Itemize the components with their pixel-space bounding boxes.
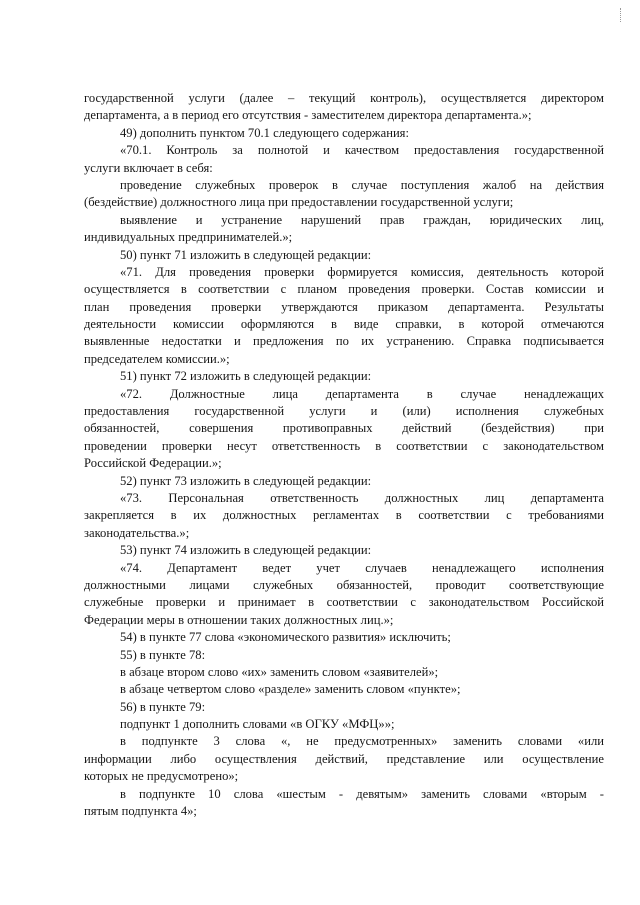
text-line: подпункт 1 дополнить словами «в ОГКУ «МФЦ»»; xyxy=(120,717,395,732)
text-line: председателем комиссии.»; xyxy=(84,351,230,366)
text-line: предоставления государственной услуги и (или) исполнения служебных xyxy=(84,404,604,419)
text-line: «71. Для проведения проверки формируется комиссия, деятельность которой xyxy=(120,264,604,279)
text-line: деятельности комиссии оформляются в виде справки, в которой отмечаются xyxy=(84,317,604,332)
text-line: Федерации меры в отношении таких должностных лиц.»; xyxy=(84,612,394,627)
text-line: 52) пункт 73 изложить в следующей редакции: xyxy=(120,473,372,488)
text-line: должностными лицами служебных обязанностей, проводит соответствующие xyxy=(84,577,604,592)
scan-corner-mark xyxy=(620,8,624,22)
text-line: осуществляется в соответствии с планом проведения проверки. Состав комиссии и xyxy=(84,282,604,297)
text-line: департамента, а в период его отсутствия - заместителем директора департамента.»; xyxy=(84,108,532,123)
text-line: закрепляется в их должностных регламентах в соответствии с требованиями xyxy=(84,508,604,523)
text-line: служебные проверки и принимает в соответствии с законодательством Российской xyxy=(84,595,604,610)
text-line: 50) пункт 71 изложить в следующей редакции: xyxy=(120,247,372,262)
text-line: «73. Персональная ответственность должностных лиц департамента xyxy=(120,490,604,505)
text-line: государственной услуги (далее – текущий контроль), осуществляется директором xyxy=(84,91,604,105)
text-line: проведение служебных проверок в случае поступления жалоб на действия xyxy=(120,177,604,192)
text-line: информации либо осуществления действий, представление или осуществление xyxy=(84,751,604,766)
text-line: «72. Должностные лица департамента в случае ненадлежащих xyxy=(120,386,604,401)
text-line: законодательства.»; xyxy=(84,525,190,540)
text-line: индивидуальных предпринимателей.»; xyxy=(84,230,293,245)
text-line: в подпункте 10 слова «шестым - девятым» заменить словами «вторым - xyxy=(120,786,604,801)
text-line: в абзаце втором слово «их» заменить словом «заявителей»; xyxy=(120,664,439,679)
text-line: 53) пункт 74 изложить в следующей редакции: xyxy=(120,543,372,558)
text-line: (бездействие) должностного лица при предоставлении государственной услуги; xyxy=(84,195,514,210)
document-page xyxy=(84,90,604,820)
text-line: 56) в пункте 79: xyxy=(120,699,206,714)
text-line: в абзаце четвертом слово «разделе» заменить словом «пункте»; xyxy=(120,682,461,697)
text-line: 51) пункт 72 изложить в следующей редакции: xyxy=(120,369,372,384)
text-line: 55) в пункте 78: xyxy=(120,647,206,662)
text-line: обязанностей, совершения противоправных действий (бездействия) при xyxy=(84,421,604,436)
text-line: Российской Федерации.»; xyxy=(84,456,222,471)
text-line: которых не предусмотрено»; xyxy=(84,769,239,784)
text-line: «70.1. Контроль за полнотой и качеством предоставления государственной xyxy=(120,143,604,158)
text-line: пятым подпункта 4»; xyxy=(84,804,197,819)
text-line: «74. Департамент ведет учет случаев ненадлежащего исполнения xyxy=(120,560,604,575)
text-line: 49) дополнить пунктом 70.1 следующего содержания: xyxy=(120,125,409,140)
text-line: план проведения проверки утверждаются приказом департамента. Результаты xyxy=(84,299,604,314)
text-line: проведении проверки несут ответственность в соответствии с законодательством xyxy=(84,438,604,453)
text-line: в подпункте 3 слова «, не предусмотренных» заменить словами «или xyxy=(120,734,604,749)
text-line: выявленные недостатки и предложения по их устранению. Справка подписывается xyxy=(84,334,604,349)
text-line: выявление и устранение нарушений прав граждан, юридических лиц, xyxy=(120,212,604,227)
text-line: 54) в пункте 77 слова «экономического развития» исключить; xyxy=(120,630,451,645)
text-line: услуги включает в себя: xyxy=(84,160,213,175)
